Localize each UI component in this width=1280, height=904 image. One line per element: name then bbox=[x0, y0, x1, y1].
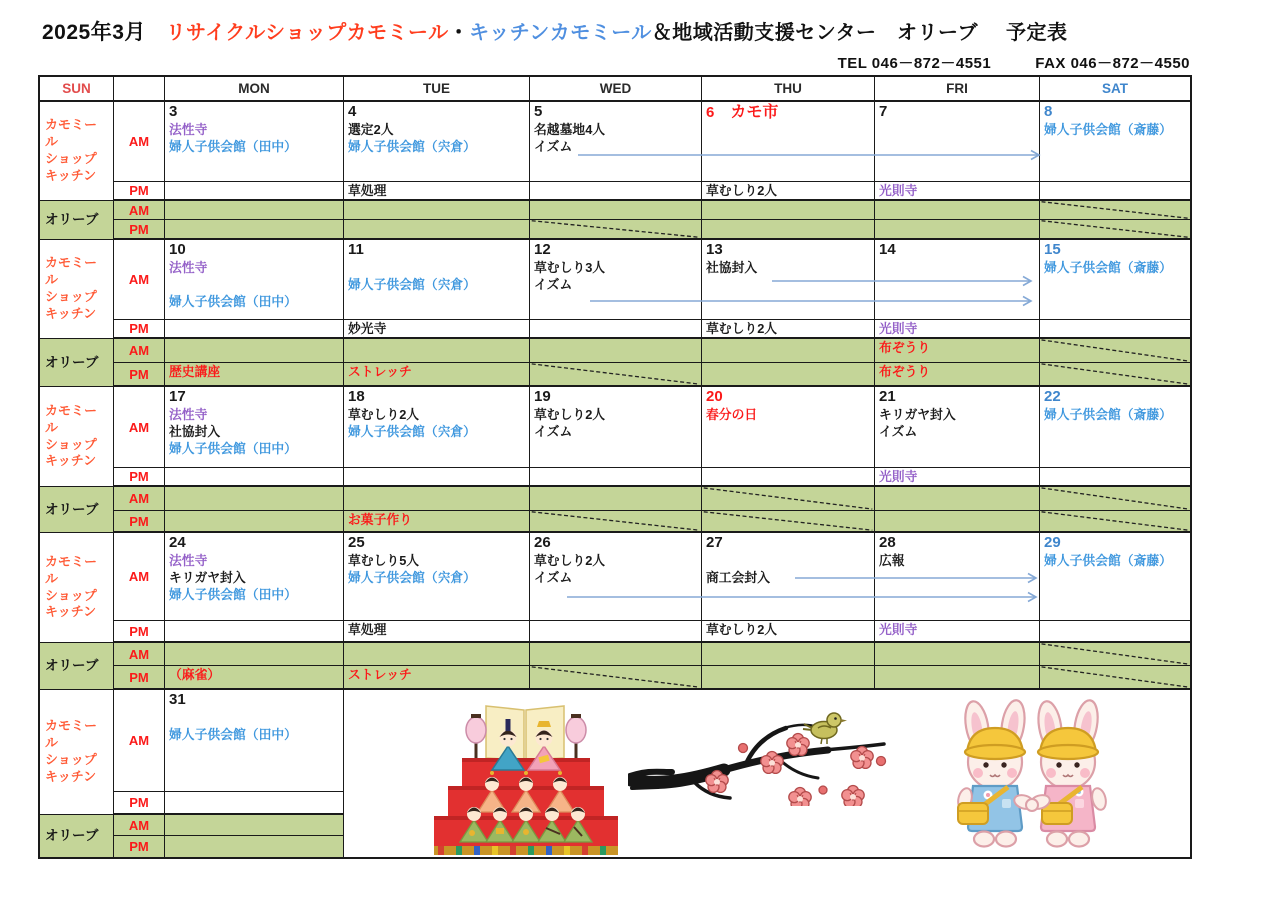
cell-w3-olive_pm-thu bbox=[702, 511, 875, 533]
week5-olive-am-label: AM bbox=[114, 815, 165, 836]
cell-w5-pm-mon bbox=[165, 792, 344, 815]
title-separator: ・ bbox=[448, 22, 470, 44]
week4-shop-kitchen-label bbox=[40, 533, 114, 643]
closed-diagonal-line bbox=[1040, 666, 1190, 688]
closed-diagonal-line bbox=[1040, 643, 1190, 665]
day-event-title: カモ市 bbox=[730, 104, 779, 121]
schedule-entry: 光則寺 bbox=[879, 469, 918, 484]
cell-w3-pm-mon bbox=[165, 468, 344, 487]
cell-w3-olive_pm-mon bbox=[165, 511, 344, 533]
olive-label-text: オリーブ bbox=[45, 658, 99, 674]
cell-w1-olive_am-wed bbox=[530, 201, 702, 220]
shop-label-line: ショップ bbox=[45, 151, 97, 166]
cell-w2-olive_am-sat bbox=[1040, 339, 1190, 363]
schedule-entry: イズム bbox=[534, 276, 573, 292]
cell-w2-olive_pm-fri bbox=[875, 363, 1040, 387]
cell-w2-olive_am-thu bbox=[702, 339, 875, 363]
cell-w1-olive_am-fri bbox=[875, 201, 1040, 220]
schedule-entry: 法性寺 bbox=[169, 406, 208, 422]
shop-label-line: カモミール bbox=[45, 718, 98, 751]
cell-w4-am-tue bbox=[344, 533, 530, 621]
shop-label-line: カモミール bbox=[45, 553, 98, 586]
title-center: ＆地域活動支援センター オリーブ bbox=[651, 22, 979, 44]
cell-w3-olive_pm-wed bbox=[530, 511, 702, 533]
closed-diagonal-line bbox=[530, 511, 701, 531]
week1-olive-am-label: AM bbox=[114, 201, 165, 220]
day-number: 17 bbox=[169, 388, 186, 405]
schedule-entry: 草むしり2人 bbox=[534, 406, 606, 422]
schedule-entry: お菓子作り bbox=[348, 512, 412, 527]
day-number: 7 bbox=[879, 103, 888, 120]
cell-w4-am-thu bbox=[702, 533, 875, 621]
shop-label-line: キッチン bbox=[45, 604, 97, 620]
day-number: 13 bbox=[706, 241, 723, 258]
cell-w3-am-thu bbox=[702, 387, 875, 468]
cell-w2-olive_am-tue bbox=[344, 339, 530, 363]
cell-w2-olive_pm-mon bbox=[165, 363, 344, 387]
day-number: 24 bbox=[169, 534, 186, 551]
cell-w1-am-tue bbox=[344, 102, 530, 182]
shop-label-line: ショップ bbox=[45, 436, 97, 452]
schedule-entry: 草むしり2人 bbox=[706, 622, 778, 637]
cell-w4-am-sat bbox=[1040, 533, 1190, 621]
schedule-entry: イズム bbox=[534, 138, 573, 154]
cell-w4-olive_am-tue bbox=[344, 643, 530, 666]
week4-olive-pm-label: PM bbox=[114, 666, 165, 690]
cell-w4-olive_am-sat bbox=[1040, 643, 1190, 666]
cell-w3-pm-wed bbox=[530, 468, 702, 487]
schedule-entry: イズム bbox=[879, 423, 918, 439]
schedule-entry: 婦人子供会館（宍倉） bbox=[348, 569, 476, 585]
schedule-entry: 草むしり3人 bbox=[534, 259, 606, 275]
week2-olive-pm-label: PM bbox=[114, 363, 165, 387]
day-number: 28 bbox=[879, 534, 896, 551]
closed-diagonal-line bbox=[1040, 339, 1190, 362]
day-number: 14 bbox=[879, 241, 896, 258]
week3-olive-label bbox=[40, 487, 114, 533]
day-number: 18 bbox=[348, 388, 365, 405]
schedule-entry: 選定2人 bbox=[348, 121, 394, 137]
shop-label-line: ショップ bbox=[45, 289, 97, 304]
day-number: 4 bbox=[348, 103, 357, 120]
cell-w1-am-wed bbox=[530, 102, 702, 182]
week5-pm-label: PM bbox=[114, 792, 165, 815]
schedule-entry: 社協封入 bbox=[706, 259, 758, 275]
cell-w2-olive_pm-wed bbox=[530, 363, 702, 387]
cell-w3-olive_am-thu bbox=[702, 487, 875, 511]
week3-shop-kitchen-label bbox=[40, 387, 114, 487]
cell-w4-olive_am-mon bbox=[165, 643, 344, 666]
closed-diagonal-line bbox=[1040, 511, 1190, 531]
header-thu: THU bbox=[702, 77, 875, 102]
schedule-entry: 婦人子供会館（田中） bbox=[169, 586, 297, 602]
closed-diagonal-line bbox=[530, 363, 701, 385]
cell-w5-am-mon bbox=[165, 690, 344, 792]
cell-w2-am-sat bbox=[1040, 240, 1190, 320]
cell-w2-pm-sat bbox=[1040, 320, 1190, 339]
schedule-entry: 商工会封入 bbox=[706, 569, 770, 585]
closed-diagonal-line bbox=[530, 666, 701, 688]
week5-shop-kitchen-label bbox=[40, 690, 114, 815]
week1-olive-pm-label: PM bbox=[114, 220, 165, 240]
schedule-entry: 社協封入 bbox=[169, 423, 221, 439]
cell-w4-olive_am-thu bbox=[702, 643, 875, 666]
schedule-entry: ストレッチ bbox=[348, 667, 412, 682]
cell-w2-am-mon bbox=[165, 240, 344, 320]
schedule-entry: 歴史講座 bbox=[169, 364, 221, 379]
cell-w4-olive_pm-wed bbox=[530, 666, 702, 690]
schedule-entry bbox=[706, 553, 870, 570]
cell-w4-pm-wed bbox=[530, 621, 702, 643]
cell-w1-am-mon bbox=[165, 102, 344, 182]
schedule-entry: 婦人子供会館（宍倉） bbox=[348, 423, 476, 439]
shop-label-line: カモミール bbox=[45, 117, 98, 150]
week2-olive-label bbox=[40, 339, 114, 387]
schedule-entry: イズム bbox=[534, 423, 573, 439]
schedule-entry: 草むしり2人 bbox=[706, 183, 778, 198]
schedule-entry: 広報 bbox=[879, 552, 905, 568]
week2-olive-am-label: AM bbox=[114, 339, 165, 363]
cell-w3-am-tue bbox=[344, 387, 530, 468]
cell-w4-olive_am-fri bbox=[875, 643, 1040, 666]
day-number: 11 bbox=[348, 241, 364, 258]
closed-diagonal-line bbox=[1040, 220, 1190, 238]
cell-w4-olive_pm-tue bbox=[344, 666, 530, 690]
schedule-entry: 婦人子供会館（斎藤） bbox=[1044, 552, 1172, 568]
cell-w4-olive_pm-mon bbox=[165, 666, 344, 690]
cell-w5-olive_pm-mon bbox=[165, 836, 344, 857]
cell-w4-olive_pm-thu bbox=[702, 666, 875, 690]
day-number: 8 bbox=[1044, 103, 1053, 120]
cell-w1-am-fri bbox=[875, 102, 1040, 182]
shop-label-line: キッチン bbox=[45, 167, 97, 183]
day-number: 10 bbox=[169, 241, 186, 258]
cell-w3-olive_pm-tue bbox=[344, 511, 530, 533]
cell-w3-pm-thu bbox=[702, 468, 875, 487]
schedule-entry: 光則寺 bbox=[879, 321, 918, 336]
cell-w1-olive_pm-tue bbox=[344, 220, 530, 240]
cell-w2-pm-mon bbox=[165, 320, 344, 339]
cell-w3-pm-tue bbox=[344, 468, 530, 487]
shop-label-line: カモミール bbox=[45, 255, 98, 288]
cell-w3-pm-fri bbox=[875, 468, 1040, 487]
schedule-entry: 妙光寺 bbox=[348, 321, 387, 336]
schedule-entry: 布ぞうり bbox=[879, 340, 931, 355]
week5-olive-label bbox=[40, 815, 114, 857]
page-title bbox=[42, 16, 1068, 46]
olive-label-text: オリーブ bbox=[45, 212, 99, 228]
cell-w2-am-tue bbox=[344, 240, 530, 320]
day-number: 26 bbox=[534, 534, 551, 551]
header-mon: MON bbox=[165, 77, 344, 102]
day-number: 21 bbox=[879, 388, 896, 405]
title-month: 2025年3月 bbox=[42, 21, 146, 44]
schedule-entry: 婦人子供会館（宍倉） bbox=[348, 138, 476, 154]
schedule-entry: 婦人子供会館（斎藤） bbox=[1044, 121, 1172, 137]
closed-diagonal-line bbox=[530, 220, 701, 238]
cell-w3-olive_am-mon bbox=[165, 487, 344, 511]
cell-w2-pm-thu bbox=[702, 320, 875, 339]
cell-w3-am-fri bbox=[875, 387, 1040, 468]
schedule-entry: 婦人子供会館（斎藤） bbox=[1044, 406, 1172, 422]
day-number: 29 bbox=[1044, 534, 1061, 551]
cell-w4-pm-sat bbox=[1040, 621, 1190, 643]
schedule-entry: 光則寺 bbox=[879, 183, 918, 198]
shop-label-line: キッチン bbox=[45, 305, 97, 321]
schedule-entry: 名越墓地4人 bbox=[534, 121, 606, 137]
schedule-entry bbox=[169, 277, 339, 294]
schedule-entry: 草むしり5人 bbox=[348, 552, 420, 568]
shop-label-line: カモミール bbox=[45, 402, 98, 435]
week4-olive-label bbox=[40, 643, 114, 690]
closed-diagonal-line bbox=[702, 511, 874, 531]
schedule-entry: 草むしり2人 bbox=[534, 552, 606, 568]
cell-w1-olive_am-mon bbox=[165, 201, 344, 220]
header-wed: WED bbox=[530, 77, 702, 102]
cell-w1-am-thu bbox=[702, 102, 875, 182]
header-spacer bbox=[114, 77, 165, 102]
shop-label-line: ショップ bbox=[45, 587, 97, 603]
cell-w3-olive_am-tue bbox=[344, 487, 530, 511]
schedule-entry: 法性寺 bbox=[169, 121, 208, 137]
day-number: 25 bbox=[348, 534, 365, 551]
week4-pm-label: PM bbox=[114, 621, 165, 643]
week1-am-label: AM bbox=[114, 102, 165, 182]
cell-w1-olive_am-tue bbox=[344, 201, 530, 220]
schedule-entry: ストレッチ bbox=[348, 364, 412, 379]
cell-w3-pm-sat bbox=[1040, 468, 1190, 487]
shop-label-line: キッチン bbox=[45, 453, 97, 469]
cell-w3-olive_pm-sat bbox=[1040, 511, 1190, 533]
week1-shop-kitchen-label bbox=[40, 102, 114, 201]
schedule-entry: 草処理 bbox=[348, 622, 387, 637]
olive-label-text: オリーブ bbox=[45, 828, 99, 844]
schedule-entry: キリガヤ封入 bbox=[169, 569, 246, 585]
shop-label-line: ショップ bbox=[45, 752, 97, 767]
cell-w2-pm-fri bbox=[875, 320, 1040, 339]
day-number: 15 bbox=[1044, 241, 1061, 258]
cell-w4-pm-mon bbox=[165, 621, 344, 643]
cell-w4-olive_am-wed bbox=[530, 643, 702, 666]
header-tue: TUE bbox=[344, 77, 530, 102]
schedule-entry: 婦人子供会館（田中） bbox=[169, 293, 297, 309]
calendar-table bbox=[38, 75, 1192, 859]
day-number: 31 bbox=[169, 691, 186, 708]
title-kitchen: キッチンカモミール bbox=[469, 22, 652, 44]
week3-olive-pm-label: PM bbox=[114, 511, 165, 533]
cell-w2-olive_am-fri bbox=[875, 339, 1040, 363]
cell-w4-olive_pm-sat bbox=[1040, 666, 1190, 690]
cell-w2-am-fri bbox=[875, 240, 1040, 320]
week1-pm-label: PM bbox=[114, 182, 165, 201]
schedule-entry: （麻雀） bbox=[169, 667, 221, 682]
cell-w1-pm-tue bbox=[344, 182, 530, 201]
week4-am-label: AM bbox=[114, 533, 165, 621]
closed-diagonal-line bbox=[1040, 201, 1190, 219]
cell-w4-pm-thu bbox=[702, 621, 875, 643]
olive-label-text: オリーブ bbox=[45, 354, 99, 370]
illustration-cell bbox=[344, 690, 1190, 857]
day-number: 12 bbox=[534, 241, 551, 258]
tel-number: TEL 046－872－4551 bbox=[837, 55, 992, 72]
week3-am-label: AM bbox=[114, 387, 165, 468]
schedule-entry: 草むしり2人 bbox=[706, 321, 778, 336]
schedule-entry: 婦人子供会館（田中） bbox=[169, 726, 297, 742]
cell-w1-olive_pm-thu bbox=[702, 220, 875, 240]
fax-number: FAX 046－872－4550 bbox=[1035, 55, 1190, 72]
schedule-entry: 婦人子供会館（宍倉） bbox=[348, 276, 476, 292]
cell-w2-olive_am-mon bbox=[165, 339, 344, 363]
cell-w4-am-wed bbox=[530, 533, 702, 621]
day-number: 3 bbox=[169, 103, 178, 120]
day-number: 5 bbox=[534, 103, 543, 120]
schedule-entry bbox=[348, 260, 525, 277]
cell-w3-olive_am-fri bbox=[875, 487, 1040, 511]
header-sat: SAT bbox=[1040, 77, 1190, 102]
contact-info bbox=[838, 52, 1190, 73]
closed-diagonal-line bbox=[1040, 363, 1190, 385]
cell-w1-am-sat bbox=[1040, 102, 1190, 182]
week2-am-label: AM bbox=[114, 240, 165, 320]
cell-w3-am-sat bbox=[1040, 387, 1190, 468]
header-sun: SUN bbox=[40, 77, 114, 102]
cell-w1-pm-thu bbox=[702, 182, 875, 201]
cell-w4-olive_pm-fri bbox=[875, 666, 1040, 690]
schedule-entry: 草処理 bbox=[348, 183, 387, 198]
cell-w2-pm-tue bbox=[344, 320, 530, 339]
schedule-entry: イズム bbox=[534, 569, 573, 585]
title-recycle-shop: リサイクルショップカモミール bbox=[165, 22, 449, 44]
day-number: 20 bbox=[706, 388, 723, 405]
day-number: 6 カモ市 bbox=[706, 104, 779, 121]
week5-olive-pm-label: PM bbox=[114, 836, 165, 857]
cell-w1-olive_am-thu bbox=[702, 201, 875, 220]
schedule-entry bbox=[169, 710, 339, 727]
shop-label-line: キッチン bbox=[45, 768, 97, 784]
cell-w2-olive_pm-sat bbox=[1040, 363, 1190, 387]
cell-w3-olive_am-sat bbox=[1040, 487, 1190, 511]
cell-w1-pm-wed bbox=[530, 182, 702, 201]
schedule-entry: 草むしり2人 bbox=[348, 406, 420, 422]
cell-w2-pm-wed bbox=[530, 320, 702, 339]
schedule-entry: 婦人子供会館（田中） bbox=[169, 138, 297, 154]
schedule-entry: 婦人子供会館（斎藤） bbox=[1044, 259, 1172, 275]
cell-w2-am-thu bbox=[702, 240, 875, 320]
week2-shop-kitchen-label bbox=[40, 240, 114, 339]
cell-w2-olive_pm-thu bbox=[702, 363, 875, 387]
cell-w4-pm-tue bbox=[344, 621, 530, 643]
cell-w1-pm-fri bbox=[875, 182, 1040, 201]
schedule-entry: 春分の日 bbox=[706, 406, 758, 422]
cell-w2-am-wed bbox=[530, 240, 702, 320]
week2-pm-label: PM bbox=[114, 320, 165, 339]
cell-w4-am-fri bbox=[875, 533, 1040, 621]
closed-diagonal-line bbox=[1040, 487, 1190, 510]
week5-am-label: AM bbox=[114, 690, 165, 792]
title-schedule-label: 予定表 bbox=[1006, 22, 1068, 44]
schedule-entry: キリガヤ封入 bbox=[879, 406, 956, 422]
cell-w3-am-mon bbox=[165, 387, 344, 468]
cell-w1-olive_pm-mon bbox=[165, 220, 344, 240]
schedule-entry: 布ぞうり bbox=[879, 364, 931, 379]
week3-pm-label: PM bbox=[114, 468, 165, 487]
cell-w1-olive_pm-fri bbox=[875, 220, 1040, 240]
cell-w1-olive_pm-wed bbox=[530, 220, 702, 240]
closed-diagonal-line bbox=[702, 487, 874, 510]
schedule-entry: 法性寺 bbox=[169, 552, 208, 568]
week4-olive-am-label: AM bbox=[114, 643, 165, 666]
cell-w5-olive_am-mon bbox=[165, 815, 344, 836]
day-number: 19 bbox=[534, 388, 551, 405]
schedule-entry: 婦人子供会館（田中） bbox=[169, 440, 297, 456]
cell-w2-olive_pm-tue bbox=[344, 363, 530, 387]
cell-w3-am-wed bbox=[530, 387, 702, 468]
week1-olive-label bbox=[40, 201, 114, 240]
cell-w4-pm-fri bbox=[875, 621, 1040, 643]
cell-w1-olive_pm-sat bbox=[1040, 220, 1190, 240]
cell-w4-am-mon bbox=[165, 533, 344, 621]
cell-w3-olive_am-wed bbox=[530, 487, 702, 511]
schedule-entry: 光則寺 bbox=[879, 622, 918, 637]
cell-w1-pm-mon bbox=[165, 182, 344, 201]
schedule-entry: 法性寺 bbox=[169, 259, 208, 275]
olive-label-text: オリーブ bbox=[45, 501, 99, 517]
day-number: 27 bbox=[706, 534, 723, 551]
cell-w2-olive_am-wed bbox=[530, 339, 702, 363]
cell-w1-pm-sat bbox=[1040, 182, 1190, 201]
cell-w1-olive_am-sat bbox=[1040, 201, 1190, 220]
day-number: 22 bbox=[1044, 388, 1061, 405]
week3-olive-am-label: AM bbox=[114, 487, 165, 511]
header-fri: FRI bbox=[875, 77, 1040, 102]
cell-w3-olive_pm-fri bbox=[875, 511, 1040, 533]
